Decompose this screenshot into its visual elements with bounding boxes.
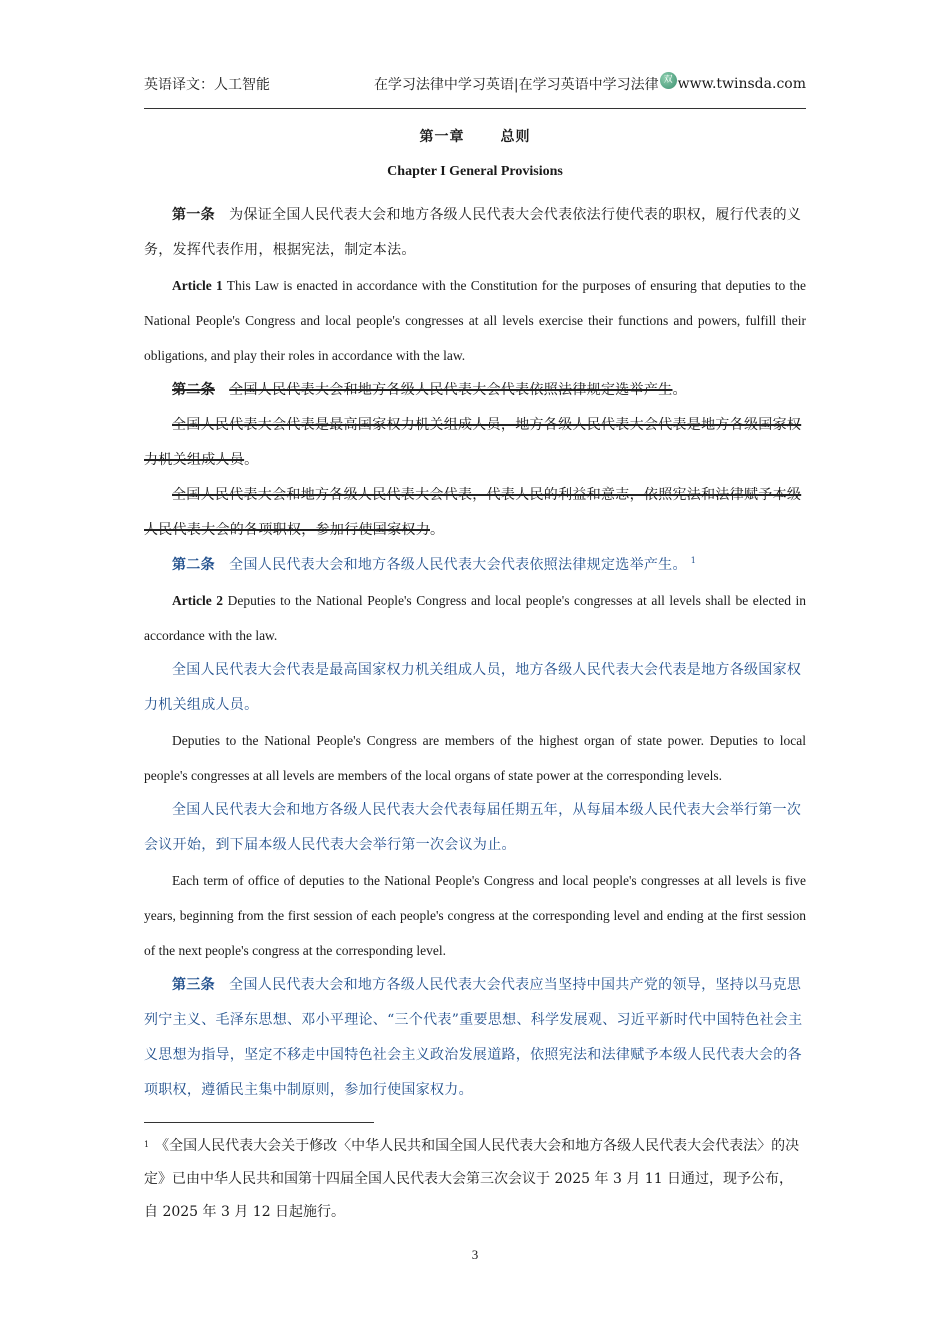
footnote-text: 《全国人民代表大会关于修改〈中华人民共和国全国人民代表大会和地方各级人民代表大会代表法〉的决定》已由中华人民共和国第十四届全国人民代表大会第三次会议于 2025 年 3 月 11 日通过，现予公布，自 2025 年 3 月 12 日起施行。 <box>144 1138 800 1220</box>
article3-cn-label: 第三条 <box>172 977 215 993</box>
header-slogan: 在学习法律中学习英语|在学习英语中学习法律 <box>373 77 659 93</box>
article1-cn-label: 第一条 <box>172 207 215 223</box>
article1-cn-text: 为保证全国人民代表大会和地方各级人民代表大会代表依法行使代表的职权，履行代表的义务，发挥代表作用，根据宪法，制定本法。 <box>144 207 802 258</box>
article2-cn-text: 全国人民代表大会和地方各级人民代表大会代表依照法律规定选举产生。 <box>229 557 687 573</box>
article1-cn <box>144 198 806 268</box>
article2-old-p1 <box>144 373 806 408</box>
article3-cn <box>144 968 806 1108</box>
footnote-reference[interactable]: 1 <box>690 556 697 566</box>
article2-old-label: 第二条 <box>172 382 215 398</box>
article2-old-p2 <box>144 408 806 478</box>
header-url-link[interactable]: www.twinsda.com <box>677 76 806 92</box>
punctuation: 。 <box>672 382 687 398</box>
twinsda-logo-icon: 双 <box>660 72 677 89</box>
article1-en-text: This Law is enacted in accordance with the Constitution for the purposes of ensuring that deputies to the National People's Congress and local people's congresses at all levels exercise their functions and powers, fulfill their obligations, and play their roles in accordance with the law. <box>144 278 806 363</box>
article2-old-text-1: 全国人民代表大会和地方各级人民代表大会代表依照法律规定选举产生 <box>229 382 673 398</box>
article1-en <box>144 268 806 373</box>
page-header <box>144 70 806 109</box>
article2-en-p2: Deputies to the National People's Congress are members of the highest organ of state power. Deputies to local people's congresses at all levels are members of the local organs of state power at the corresponding levels. <box>144 733 806 783</box>
chapter-number-cn: 第一章 <box>419 129 465 145</box>
footnote <box>144 1130 806 1229</box>
article2-cn-p2: 全国人民代表大会代表是最高国家权力机关组成人员，地方各级人民代表大会代表是地方各级国家权力机关组成人员。 <box>144 662 802 713</box>
article2-en-p3: Each term of office of deputies to the National People's Congress and local people's congresses at all levels is five years, beginning from the first session of each people's congress at the corresponding level and ending at the first session of the next people's congress at the corresponding level. <box>144 873 806 958</box>
header-slogan-group <box>374 74 806 94</box>
article3-cn-text: 全国人民代表大会和地方各级人民代表大会代表应当坚持中国共产党的领导，坚持以马克思列宁主义、毛泽东思想、邓小平理论、“三个代表”重要思想、科学发展观、习近平新时代中国特色社会主义思想为指导，坚定不移走中国特色社会主义政治发展道路，依照宪法和法律赋予本级人民代表大会的各项职权，遵循民主集中制原则，参加行使国家权力。 <box>144 977 803 1098</box>
footnote-divider <box>144 1122 374 1123</box>
footnote-number: 1 <box>144 1140 150 1149</box>
punctuation: 。 <box>430 522 445 538</box>
page-number: 3 <box>471 1247 479 1262</box>
article2-old-text-2: 全国人民代表大会代表是最高国家权力机关组成人员，地方各级人民代表大会代表是地方各级国家权力机关组成人员 <box>144 417 802 468</box>
article2-en-text: Deputies to the National People's Congress and local people's congresses at all levels shall be elected in accordance with the law. <box>144 593 806 643</box>
main-content <box>144 120 806 1108</box>
chapter-title-cn <box>144 126 806 146</box>
article2-old-text-3: 全国人民代表大会和地方各级人民代表大会代表，代表人民的利益和意志，依照宪法和法律赋予本级人民代表大会的各项职权，参加行使国家权力 <box>144 487 802 538</box>
article2-cn-label: 第二条 <box>172 557 215 573</box>
article2-old-p3 <box>144 478 806 548</box>
chapter-title-en: Chapter I General Provisions <box>387 164 563 179</box>
article2-en <box>144 583 806 653</box>
header-title: 英语译文：人工智能 <box>144 77 270 93</box>
article2-cn-p3: 全国人民代表大会和地方各级人民代表大会代表每届任期五年，从每届本级人民代表大会举行第一次会议开始，到下届本级人民代表大会举行第一次会议为止。 <box>144 802 802 853</box>
article1-en-label: Article 1 <box>172 278 223 293</box>
article2-new-cn <box>144 548 806 583</box>
article2-en-label: Article 2 <box>172 593 224 608</box>
chapter-name-cn: 总则 <box>500 129 531 145</box>
punctuation: 。 <box>244 452 259 468</box>
